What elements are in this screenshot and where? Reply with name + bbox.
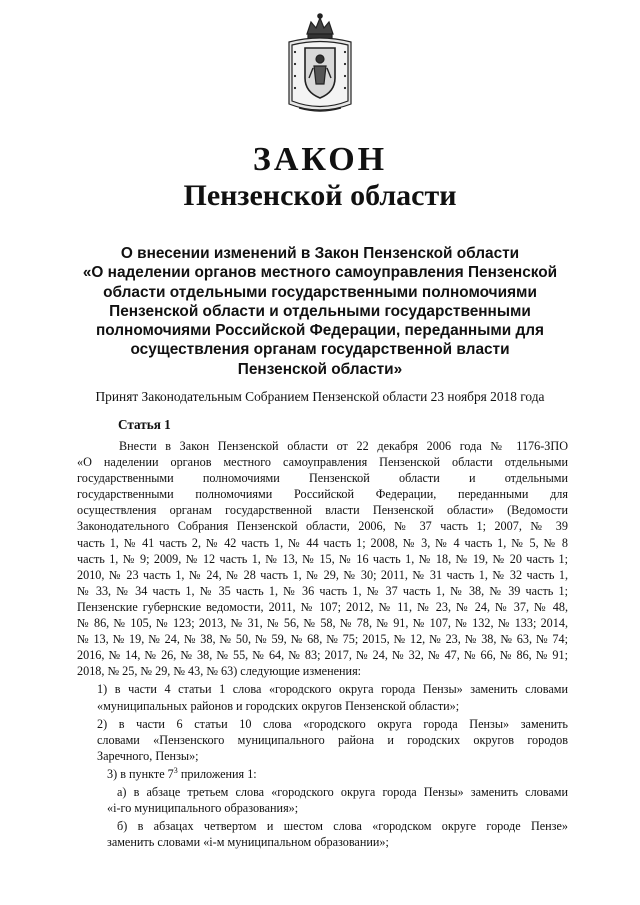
law-title: ЗАКОН [252, 141, 388, 178]
article-heading: Статья 1 [118, 417, 171, 432]
law-name-line: О внесении изменений в Закон Пензенской области [120, 245, 520, 262]
paragraph-line: 2018, № 25, № 29, № 43, № 63) следующие изменения: [77, 664, 362, 679]
paragraph-line: № 13, № 19, № 24, № 38, № 50, № 59, № 68, № 75; 2015, № 12, № 23, № 38, № 63, № 74; [77, 632, 568, 647]
paragraph-line: 2010, № 23 часть 1, № 24, № 28 часть 1, № 29, № 30; 2011, № 31 часть 1, № 32 часть 1, [77, 567, 568, 582]
article-body [77, 438, 568, 850]
paragraph-line: «О наделении органов местного самоуправления Пензенской области отдельными [77, 455, 568, 470]
paragraph-line: часть 1, № 41 часть 2, № 42 часть 1, № 44 часть 1; 2008, № 3, № 4 часть 1, № 5, № 8 [77, 535, 568, 550]
item-3b-line: заменить словами «i-м муниципальном образовании»; [107, 835, 389, 850]
item-3-prefix: 3) в пункте 7 [107, 766, 174, 781]
item-3-line [77, 766, 568, 782]
coat-of-arms-emblem [283, 12, 357, 118]
item-2-line: 2) в части 6 статьи 10 слова «городского округа города Пензы» заменить [97, 716, 568, 731]
item-3a-line: а) в абзаце третьем слова «городского округа города Пензы» заменить словами [117, 784, 568, 799]
law-name-line: «О наделении органов местного самоуправления Пензенской [82, 264, 558, 282]
item-3b-line: б) в абзацах четвертом и шестом слова «городском округе городе Пензе» [117, 819, 568, 834]
item-3-superscript: 3 [173, 765, 178, 775]
law-name-line: осуществления органам государственной власти [130, 341, 510, 359]
item-1-line: «муниципальных районов и городских округов Пензенской области»; [97, 698, 460, 713]
law-name-line: области отдельными государственными полномочиями [103, 283, 537, 301]
law-name-line: Пензенской области и отдельными государственными [109, 302, 531, 320]
paragraph-line: осуществления органам государственной власти Пензенской области» (Ведомости [77, 503, 568, 518]
paragraph-line: № 86, № 105, № 123; 2013, № 31, № 56, № 58, № 78, № 91, № 107, № 132, № 133; 2014, [77, 616, 568, 631]
law-name-heading [70, 244, 570, 379]
adoption-statement: Принят Законодательным Собранием Пензенской области 23 ноября 2018 года [95, 389, 545, 404]
paragraph-line: государственными полномочиями Пензенской области и отдельными [77, 471, 568, 486]
law-name-line: Пензенской области» [237, 360, 403, 378]
paragraph-line: 2016, № 14, № 26, № 38, № 55, № 64, № 83; 2017, № 24, № 32, № 47, № 66, № 86, № 91; [77, 648, 568, 663]
item-1-line: 1) в части 4 статьи 1 слова «городского округа города Пензы» заменить словами [97, 682, 568, 697]
paragraph-line: № 33, № 34 часть 1, № 35 часть 1, № 36 часть 1, № 37 часть 1, № 38, № 39 часть 1; [77, 583, 568, 598]
paragraph-line: Пензенские губернские ведомости, 2011, № 107; 2012, № 11, № 23, № 24, № 37, № 48, [77, 599, 568, 614]
item-3a-line: «i-го муниципального образования»; [107, 801, 299, 816]
paragraph-line: часть 1, № 9; 2009, № 12 часть 1, № 13, № 15, № 16 часть 1, № 18, № 19, № 20 часть 1; [77, 551, 568, 566]
paragraph-line: государственными полномочиями Российской Федерации, переданными для [77, 487, 568, 502]
paragraph-line: Законодательного Собрания Пензенской области, 2006, № 37 часть 1; 2007, № 39 [77, 519, 568, 534]
law-region-subtitle: Пензенской области [183, 179, 457, 212]
item-2-line: Заречного, Пензы»; [97, 748, 199, 763]
paragraph-line: Внести в Закон Пензенской области от 22 декабря 2006 года № 1176-ЗПО [119, 439, 568, 453]
item-3-suffix: приложения 1: [177, 766, 257, 781]
law-name-line: полномочиями Российской Федерации, переданными для [95, 322, 545, 340]
item-2-line: словами «Пензенского муниципального района и городских округов городов [97, 732, 568, 747]
